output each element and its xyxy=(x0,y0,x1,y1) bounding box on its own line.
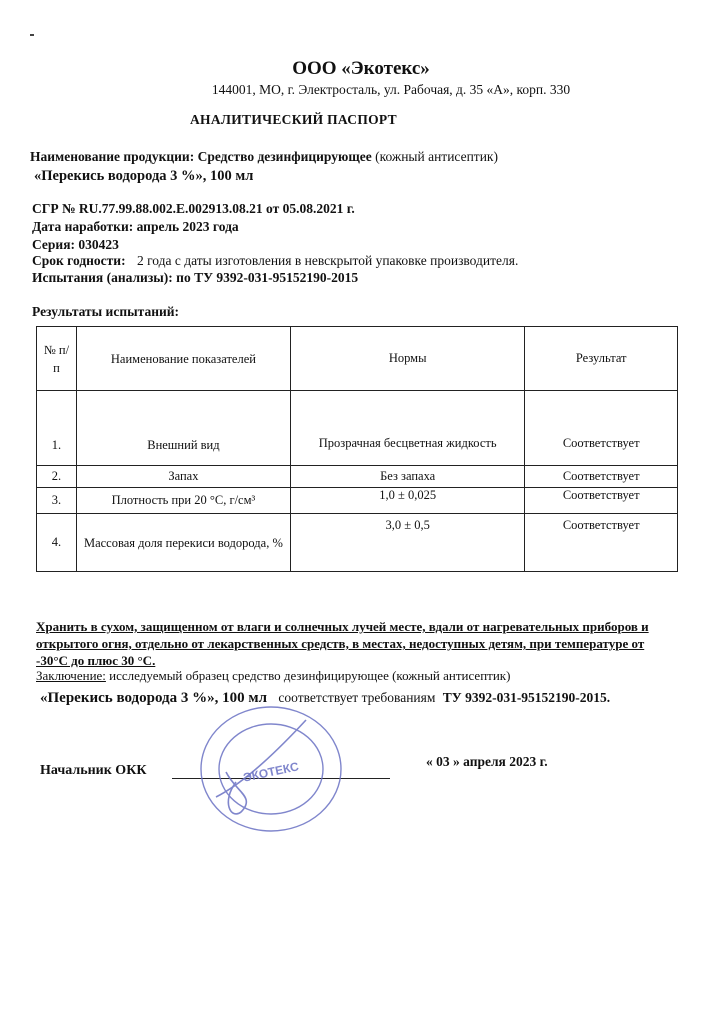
table-header-row xyxy=(37,327,678,391)
header-name: Наименование показателей xyxy=(76,327,290,391)
conclusion-standard: ТУ 9392-031-95152190-2015. xyxy=(442,690,611,705)
company-address: 144001, МО, г. Электросталь, ул. Рабочая, д. 35 «А», корп. 330 xyxy=(211,82,571,97)
table-row xyxy=(37,466,678,488)
shelf-label: Срок годности: xyxy=(32,253,126,268)
signature-stroke xyxy=(216,720,306,797)
conclusion-label: Заключение: xyxy=(36,668,106,683)
shelf-value: 2 года с даты изготовления в невскрытой упаковке производителя. xyxy=(136,253,519,268)
production-date: Дата наработки: апрель 2023 года xyxy=(32,219,239,234)
header-number: № п/п xyxy=(37,327,77,391)
cell-result: Соответствует xyxy=(525,514,678,572)
table-row xyxy=(37,488,678,514)
cell-norm: 1,0 ± 0,025 xyxy=(290,488,524,514)
conclusion-compliance: соответствует требованиям xyxy=(278,690,436,705)
shelf-life xyxy=(32,253,518,269)
cell-result: Соответствует xyxy=(525,391,678,466)
company-name: ООО «Экотекс» xyxy=(292,58,430,79)
company-stamp xyxy=(196,702,346,836)
storage-conditions: Хранить в сухом, защищенном от влаги и солнечных лучей месте, вдали от нагревательных приборов и открытого огня, отдельно от лекарственных средств, в местах, недоступных детям, при температуре от -30°С до плюс 30 °С. xyxy=(36,619,649,668)
table-row xyxy=(37,514,678,572)
series: Серия: 030423 xyxy=(32,237,119,252)
conclusion-text: исследуемый образец средство дезинфицирующее (кожный антисептик) xyxy=(109,668,511,683)
results-label: Результаты испытаний: xyxy=(32,304,180,319)
cell-name: Плотность при 20 °С, г/см³ xyxy=(76,488,290,514)
tests-line: Испытания (анализы): по ТУ 9392-031-95152190-2015 xyxy=(32,270,359,285)
document-title: АНАЛИТИЧЕСКИЙ ПАСПОРТ xyxy=(190,112,397,127)
sgr-number: СГР № RU.77.99.88.002.E.002913.08.21 от 05.08.2021 г. xyxy=(32,201,355,216)
cell-name: Запах xyxy=(76,466,290,488)
cell-norm: Прозрачная бесцветная жидкость xyxy=(290,391,524,466)
cell-number: 1. xyxy=(37,391,77,466)
table-row xyxy=(37,391,678,466)
cell-number: 2. xyxy=(37,466,77,488)
product-line xyxy=(30,149,498,165)
stamp-center-text: ЭКОТЕКС xyxy=(241,759,301,785)
signature-date: « 03 » апреля 2023 г. xyxy=(426,754,548,769)
cell-result: Соответствует xyxy=(525,466,678,488)
cell-norm: 3,0 ± 0,5 xyxy=(290,514,524,572)
signature-label: Начальник ОКК xyxy=(40,763,147,778)
results-table xyxy=(36,326,678,572)
cell-number: 4. xyxy=(37,514,77,572)
product-label: Наименование продукции: xyxy=(30,149,195,164)
product-note: (кожный антисептик) xyxy=(375,149,498,164)
conclusion-line xyxy=(36,668,510,684)
cell-name: Внешний вид xyxy=(76,391,290,466)
cell-result: Соответствует xyxy=(525,488,678,514)
conclusion-product: «Перекись водорода 3 %», 100 мл xyxy=(40,690,267,706)
header-result: Результат xyxy=(525,327,678,391)
cell-name: Массовая доля перекиси водорода, % xyxy=(76,514,290,572)
cell-number: 3. xyxy=(37,488,77,514)
header-norms: Нормы xyxy=(290,327,524,391)
cell-norm: Без запаха xyxy=(290,466,524,488)
product-name: «Перекись водорода 3 %», 100 мл xyxy=(34,168,254,184)
scan-mark xyxy=(30,34,34,36)
product-value: Средство дезинфицирующее xyxy=(197,149,372,164)
